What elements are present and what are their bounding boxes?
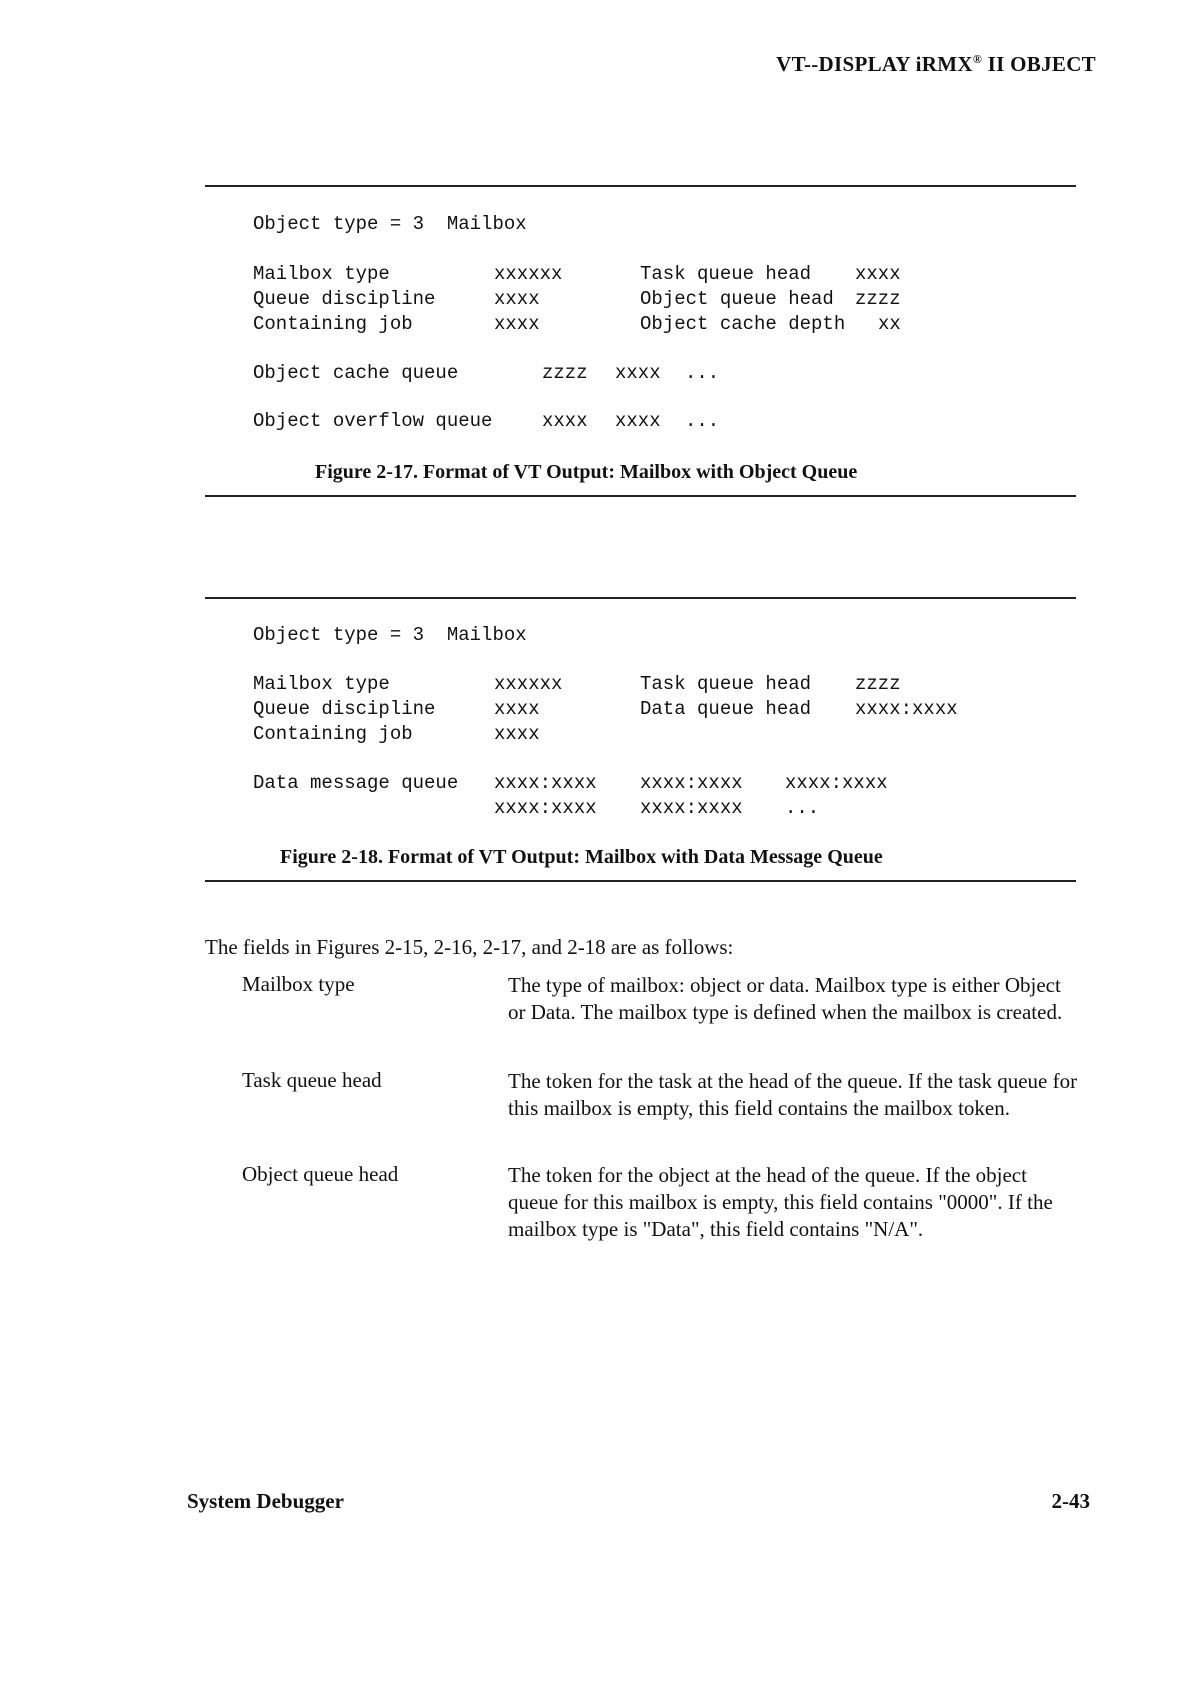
footer-book-title: System Debugger	[187, 1489, 344, 1513]
fig18-data-queue-l2-v1: xxxx:xxxx	[494, 797, 597, 819]
fig17-cache-queue-v1: zzzz	[542, 362, 588, 384]
fig17-overflow-queue-v2: xxxx	[615, 410, 661, 432]
fig17-row2-right-label: Object queue head	[640, 288, 834, 310]
fig17-row1-value: xxxxxx	[494, 263, 563, 285]
fig18-data-queue-ellipsis: ...	[785, 797, 820, 819]
term-object-queue-head: Object queue head	[242, 1162, 399, 1186]
header-title: VT--DISPLAY iRMX	[776, 52, 973, 76]
fig18-row1-label: Mailbox type	[253, 673, 390, 695]
fig18-row3-value: xxxx	[494, 723, 540, 745]
figure-18-top-rule	[205, 597, 1076, 599]
fig17-overflow-queue-label: Object overflow queue	[253, 410, 493, 432]
fig18-row1-right-value: zzzz	[855, 673, 901, 695]
term-mailbox-type: Mailbox type	[242, 972, 355, 996]
fig18-data-queue-l1-v3: xxxx:xxxx	[785, 772, 888, 794]
running-header	[776, 52, 1096, 77]
fig18-object-type: Object type = 3 Mailbox	[253, 624, 527, 646]
figure-17-caption: Figure 2-17. Format of VT Output: Mailbox with Object Queue	[315, 461, 858, 483]
fig18-row2-value: xxxx	[494, 698, 540, 720]
fig18-data-queue-label: Data message queue	[253, 772, 459, 794]
intro-paragraph: The fields in Figures 2-15, 2-16, 2-17, and 2-18 are as follows:	[205, 935, 734, 959]
fig18-row2-right-label: Data queue head	[640, 698, 812, 720]
fig18-row1-value: xxxxxx	[494, 673, 563, 695]
fig18-data-queue-l1-v1: xxxx:xxxx	[494, 772, 597, 794]
def-mailbox-type: The type of mailbox: object or data. Mailbox type is either Object or Data. The mailbox type is defined when the mailbox is created.	[508, 973, 1063, 1024]
fig18-data-queue-l2-v2: xxxx:xxxx	[640, 797, 743, 819]
fig17-row2-value: xxxx	[494, 288, 540, 310]
page-number: 2-43	[1051, 1489, 1090, 1513]
fig18-row3-label: Containing job	[253, 723, 413, 745]
def-object-queue-head: The token for the object at the head of the queue. If the object queue for this mailbox is empty, this field contains "0000". If the mailbox type is "Data", this field contains "N/A".	[508, 1163, 1053, 1241]
fig18-data-queue-l1-v2: xxxx:xxxx	[640, 772, 743, 794]
figure-17-top-rule	[205, 185, 1076, 187]
fig17-overflow-queue-v1: xxxx	[542, 410, 588, 432]
fig17-row2-label: Queue discipline	[253, 288, 436, 310]
fig17-cache-queue-v2: xxxx	[615, 362, 661, 384]
fig18-row1-right-label: Task queue head	[640, 673, 812, 695]
def-task-queue-head: The token for the task at the head of the queue. If the task queue for this mailbox is empty, this field contains the mailbox token.	[508, 1069, 1078, 1120]
fig17-row3-right-value: xx	[878, 313, 901, 335]
figure-17-bottom-rule	[205, 495, 1076, 497]
fig17-object-type: Object type = 3 Mailbox	[253, 213, 527, 235]
fig18-row2-right-value: xxxx:xxxx	[855, 698, 958, 720]
fig17-row1-right-label: Task queue head	[640, 263, 812, 285]
fig17-row3-right-label: Object cache depth	[640, 313, 846, 335]
figure-18-bottom-rule	[205, 880, 1076, 882]
fig17-row1-right-value: xxxx	[855, 263, 901, 285]
fig17-row1-label: Mailbox type	[253, 263, 390, 285]
fig17-cache-queue-label: Object cache queue	[253, 362, 459, 384]
figure-18-caption: Figure 2-18. Format of VT Output: Mailbox with Data Message Queue	[280, 846, 883, 868]
fig17-row2-right-value: zzzz	[855, 288, 901, 310]
term-task-queue-head: Task queue head	[242, 1068, 382, 1092]
fig17-row3-value: xxxx	[494, 313, 540, 335]
fig17-overflow-queue-ellipsis: ...	[685, 410, 720, 432]
registered-mark: ®	[972, 52, 983, 66]
header-title-tail: II OBJECT	[982, 52, 1096, 76]
fig17-cache-queue-ellipsis: ...	[685, 362, 720, 384]
fig18-row2-label: Queue discipline	[253, 698, 436, 720]
fig17-row3-label: Containing job	[253, 313, 413, 335]
